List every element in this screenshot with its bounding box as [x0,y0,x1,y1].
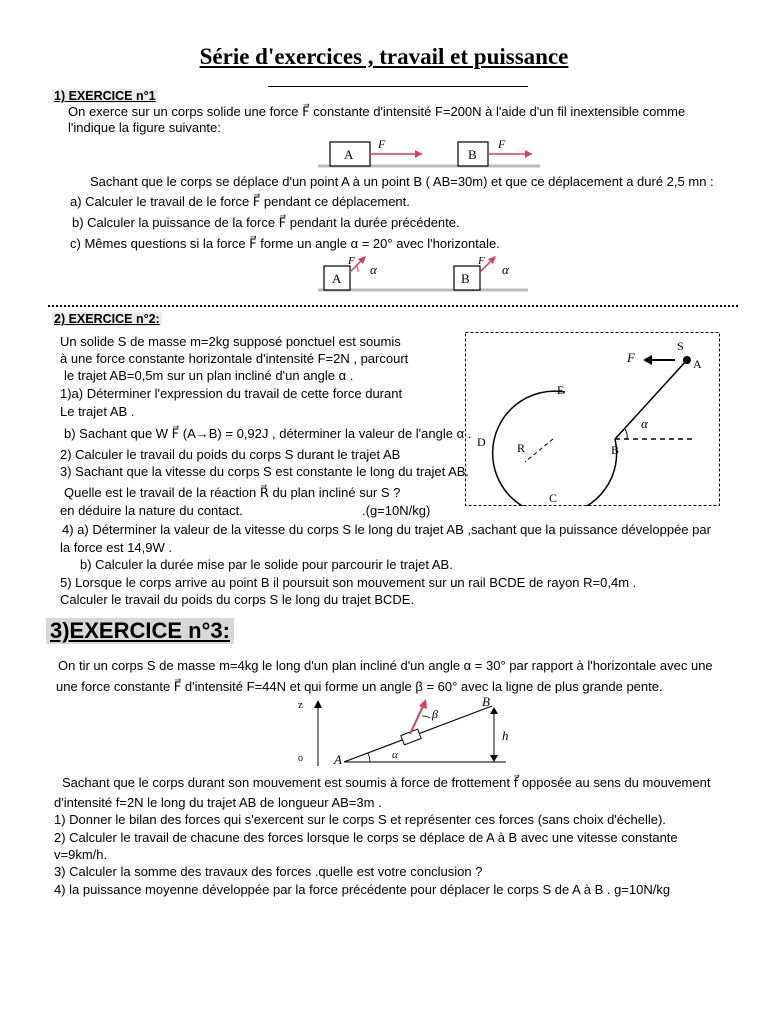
ex1-question-c: c) Mêmes questions si la force F⃗ forme un angle α = 20° avec l'horizontale. [70,236,500,251]
ex3-line: d'intensité f=2N le long du trajet AB de longueur AB=3m . [54,795,382,810]
beta-label: β [432,707,438,721]
ex2-line: 1)a) Déterminer l'expression du travail de cette force durant [60,386,403,401]
section-separator [48,305,738,307]
angle-arc [422,716,430,718]
ex2-line: en déduire la nature du contact. [60,503,243,518]
alpha-label: α [641,416,648,431]
block-a-label: A [332,271,342,286]
ex2-line: 5) Lorsque le corps arrive au point B il poursuit son mouvement sur un rail BCDE de rayon R=0,4m . [60,575,637,590]
force-label: F⃗ [627,350,646,365]
block-a-label: A [344,147,354,162]
ex2-line: .(g=10N/kg) [362,503,431,518]
ex2-line: 2) Calculer le travail du poids du corps S durant le trajet AB [60,447,401,462]
label-s: S [677,339,684,353]
ex2-line: à une force constante horizontale d'intensité F=2N , parcourt [60,351,409,366]
ex2-line: la force est 14,9W . [60,540,172,555]
force-label-b: F⃗ [498,137,515,151]
ex1-intro-line1: On exerce sur un corps solide une force F⃗ constante d'intensité F=200N à l'aide d'un fil inextensible comme [68,104,686,119]
label-o: o [298,753,303,764]
ex2-line: 3) Sachant que la vitesse du corps S est constante le long du trajet AB. [60,464,470,479]
ex2-figure [465,332,720,506]
ex3-line: 4) la puissance moyenne développée par la force précédente pour déplacer le corps S de A à B . g=10N/kg [54,882,671,897]
ex2-line: b) Calculer la durée mise par le solide pour parcourir le trajet AB. [80,557,453,572]
label-a: A [693,357,702,371]
ex3-figure [292,694,532,772]
force-label-a: F⃗ [378,137,395,151]
angle-arc [625,429,627,439]
ex3-line: 1) Donner le bilan des forces qui s'exercent sur le corps S et représenter ces forces (sans choix d'échelle). [54,812,666,827]
page-title: Série d'exercices , travail et puissance [199,44,569,69]
arrowhead-icon [490,707,498,714]
ex1-question-a: a) Calculer le travail de le force F⃗ pendant ce déplacement. [70,194,410,209]
ex2-line: le trajet AB=0,5m sur un plan incliné d'un angle α . [64,368,354,383]
ex2-line: b) Sachant que W F⃗ (A→B) = 0,92J , déterminer la valeur de l'angle α . [64,426,472,441]
arrowhead-icon [314,700,322,708]
label-e: E [557,383,565,397]
exercise-2-header: 2) EXERCICE n°2: [54,312,160,326]
alpha-label: α [370,262,377,277]
label-h: h [502,728,509,743]
ex3-line: 2) Calculer le travail de chacune des forces lorsque le corps se déplace de A à B avec une vitesse constante [54,830,678,845]
exercise-3-header: 3)EXERCICE n°3: [46,618,234,644]
solid-s [683,356,691,364]
label-z: z [298,699,303,711]
angle-arc [368,753,370,762]
arrowhead-icon [490,755,498,762]
ex3-line: Sachant que le corps durant son mouvement est soumis à force de frottement f⃗ opposée au sens du mouvement [62,775,711,790]
ex3-line: une force constante F⃗ d'intensité F=44N et qui forme un angle β = 60° avec la ligne de plus grande pente. [56,679,663,694]
block-b-label: B [461,271,470,286]
force-label-a: F⃗ [348,255,364,267]
ex3-line: v=9km/h. [54,847,108,862]
label-c: C [549,491,558,505]
force-label-b: F⃗ [478,255,494,267]
label-a: A [334,752,342,767]
arrowhead-icon [415,150,422,158]
ex1-figure-horizontal [318,136,540,172]
block-b-label: B [468,147,477,162]
alpha-label: α [392,749,398,761]
ex1-sachant: Sachant que le corps se déplace d'un point A à un point B ( AB=30m) et que ce déplacement a duré 2,5 mn : [90,174,714,189]
label-d: D [477,435,486,449]
title-underline [268,86,528,87]
ex2-line: Un solide S de masse m=2kg supposé ponctuel est soumis [60,334,401,349]
radius-line [525,439,553,462]
ex2-line: Le trajet AB . [60,404,135,419]
label-b: B [611,443,620,457]
exercise-1-header: 1) EXERCICE n°1 [54,89,156,103]
incline-ab [615,360,687,439]
alpha-label: α [502,262,509,277]
ex2-line: Quelle est le travail de la réaction R⃗ du plan incliné sur S ? [64,485,401,500]
label-b: B [482,694,490,709]
label-r: R [517,441,526,455]
arrowhead-icon [419,699,427,709]
ex1-intro-line2: l'indique la figure suivante: [68,120,221,135]
ex2-line: 4) a) Déterminer la valeur de la vitesse du corps S le long du trajet AB ,sachant que la puissance développée par [62,522,711,537]
arrowhead-icon [525,150,532,158]
ex1-question-b: b) Calculer la puissance de la force F⃗ pendant la durée précédente. [72,215,460,230]
rail-bcde [493,391,620,506]
ex2-line: Calculer le travail du poids du corps S le long du trajet BCDE. [60,592,415,607]
ex3-line: 3) Calculer la somme des travaux des forces .quelle est votre conclusion ? [54,864,483,879]
ex1-figure-angled [318,252,528,294]
ex3-line: On tir un corps S de masse m=4kg le long d'un plan incliné d'un angle α = 30° par rapport à l'horizontale avec une [58,658,713,673]
